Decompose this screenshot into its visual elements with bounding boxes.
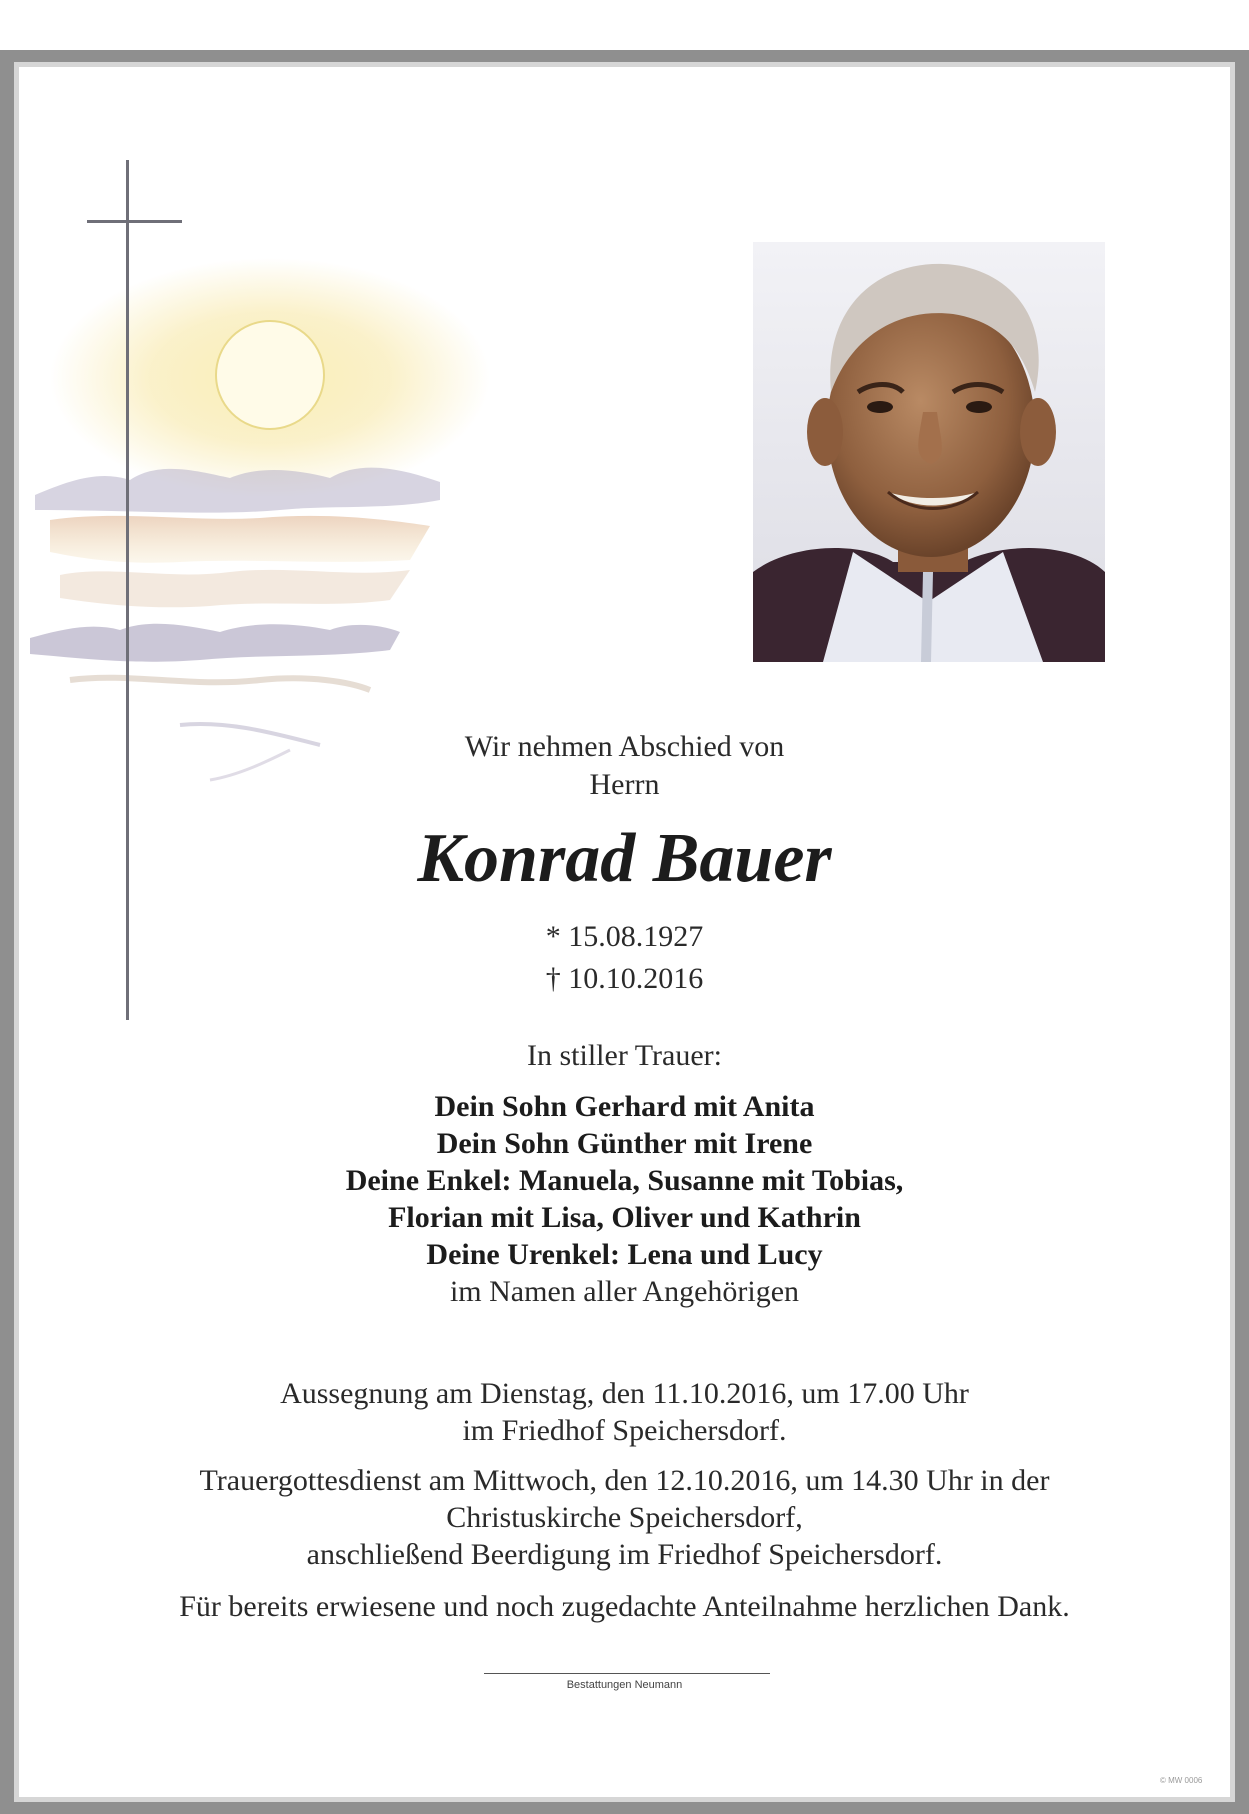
copyright-stamp: © MW 0006 [1160, 1776, 1203, 1785]
blessing-line: Aussegnung am Dienstag, den 11.10.2016, um 17.00 Uhr [280, 1377, 969, 1410]
family-line: Florian mit Lisa, Oliver und Kathrin [388, 1201, 861, 1234]
death-date: † 10.10.2016 [545, 962, 704, 995]
cloud-band-lower [30, 624, 400, 662]
mass-line: Christuskirche Speichersdorf, [446, 1501, 803, 1534]
mass-line: anschließend Beerdigung im Friedhof Speichersdorf. [306, 1538, 943, 1571]
farewell-line: Wir nehmen Abschied von [464, 730, 785, 763]
thanks-note: Für bereits erwiesene und noch zugedachte Anteilnahme herzlichen Dank. [179, 1590, 1070, 1623]
life-dates [14, 916, 1235, 1000]
funeral-home: Bestattungen Neumann [566, 1679, 683, 1691]
family-line: Deine Enkel: Manuela, Susanne mit Tobias, [345, 1164, 904, 1197]
sun-icon [216, 321, 324, 429]
mass-line: Trauergottesdienst am Mittwoch, den 12.10.2016, um 14.30 Uhr in der [199, 1464, 1050, 1497]
footer-rule [484, 1673, 770, 1674]
mass-info [14, 1462, 1235, 1573]
blessing-info [14, 1375, 1235, 1449]
portrait-photo [753, 242, 1105, 662]
family-line: Deine Urenkel: Lena und Lucy [426, 1238, 823, 1271]
birth-date: * 15.08.1927 [545, 920, 704, 953]
salutation: Herrn [589, 768, 660, 801]
cloud-band-middle [60, 570, 410, 607]
farewell-intro [14, 728, 1235, 804]
cross-horizontal-beam [87, 220, 182, 223]
mourning-intro: In stiller Trauer: [527, 1039, 722, 1072]
deceased-name: Konrad Bauer [417, 820, 832, 897]
family-list [14, 1088, 1235, 1273]
blessing-line: im Friedhof Speichersdorf. [462, 1414, 787, 1447]
cloud-band-warm [50, 516, 430, 563]
family-line: Dein Sohn Günther mit Irene [436, 1127, 813, 1160]
family-closing: im Namen aller Angehörigen [449, 1275, 800, 1308]
family-line: Dein Sohn Gerhard mit Anita [434, 1090, 815, 1123]
cloud-wisp-1 [70, 678, 370, 690]
